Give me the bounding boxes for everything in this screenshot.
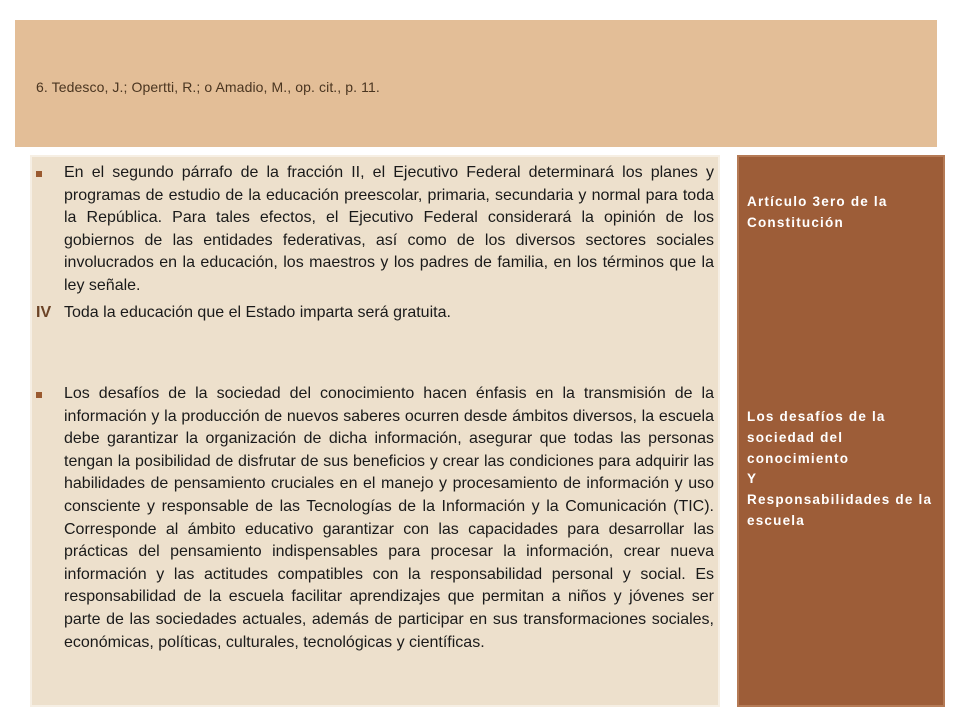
square-bullet-icon <box>36 171 42 177</box>
square-bullet-icon <box>36 392 42 398</box>
paragraph-knowledge-society: Los desafíos de la sociedad del conocimiento hacen énfasis en la transmisión de la información y la producción de nuevos saberes ocurren desde ámbitos diversos, la escuela debe garantizar la organización de dicha información, asegurar que todas las personas tengan la posibilidad de disfrutar de sus beneficios y crear las condiciones para adquirir las habilidades de pensamiento cruciales en el manejo y procesamiento de información y uso consciente y responsable de las Tecnologías de la Información y la Comunicación (TIC). Corresponde al ámbito educativo garantizar con las capacidades para desarrollar las prácticas del pensamiento indispensables para procesar la información, crear nueva información y las actitudes compatibles con la responsabilidad personal y social. Es responsabilidad de la escuela facilitar aprendizajes que permitan a niños y jóvenes ser parte de las sociedades actuales, además de participar en sus transformaciones sociales, económicas, políticas, culturales, tecnológicas y científicas. <box>64 385 714 651</box>
side-title-line: Y <box>747 471 758 487</box>
side-box <box>737 155 945 707</box>
header-band <box>15 20 937 147</box>
paragraph-article-3-plans: En el segundo párrafo de la fracción II, el Ejecutivo Federal determinará los planes y programas de estudio de la educación preescolar, primaria, secundaria y normal para toda la República. Para tales efectos, el Ejecutivo Federal considerará la opinión de los gobiernos de las entidades federativas, así como de los diversos sectores sociales involucrados en la educación, los maestros y los padres de familia, en los términos que la ley señale. <box>64 164 714 294</box>
list-item-iv-text: Toda la educación que el Estado imparta será gratuita. <box>64 304 451 321</box>
content-box <box>30 155 720 707</box>
roman-numeral-marker: IV <box>36 304 52 321</box>
side-title-article: Artículo 3ero de la Constitución <box>747 194 888 230</box>
list-item-iv <box>36 302 451 325</box>
side-title-line: Responsabilidades de la escuela <box>747 492 933 528</box>
side-title-line: Los desafíos de la sociedad del conocimiento <box>747 409 886 466</box>
side-title-challenges <box>747 407 937 532</box>
footnote: 6. Tedesco, J.; Opertti, R.; o Amadio, M., op. cit., p. 11. <box>36 79 380 95</box>
